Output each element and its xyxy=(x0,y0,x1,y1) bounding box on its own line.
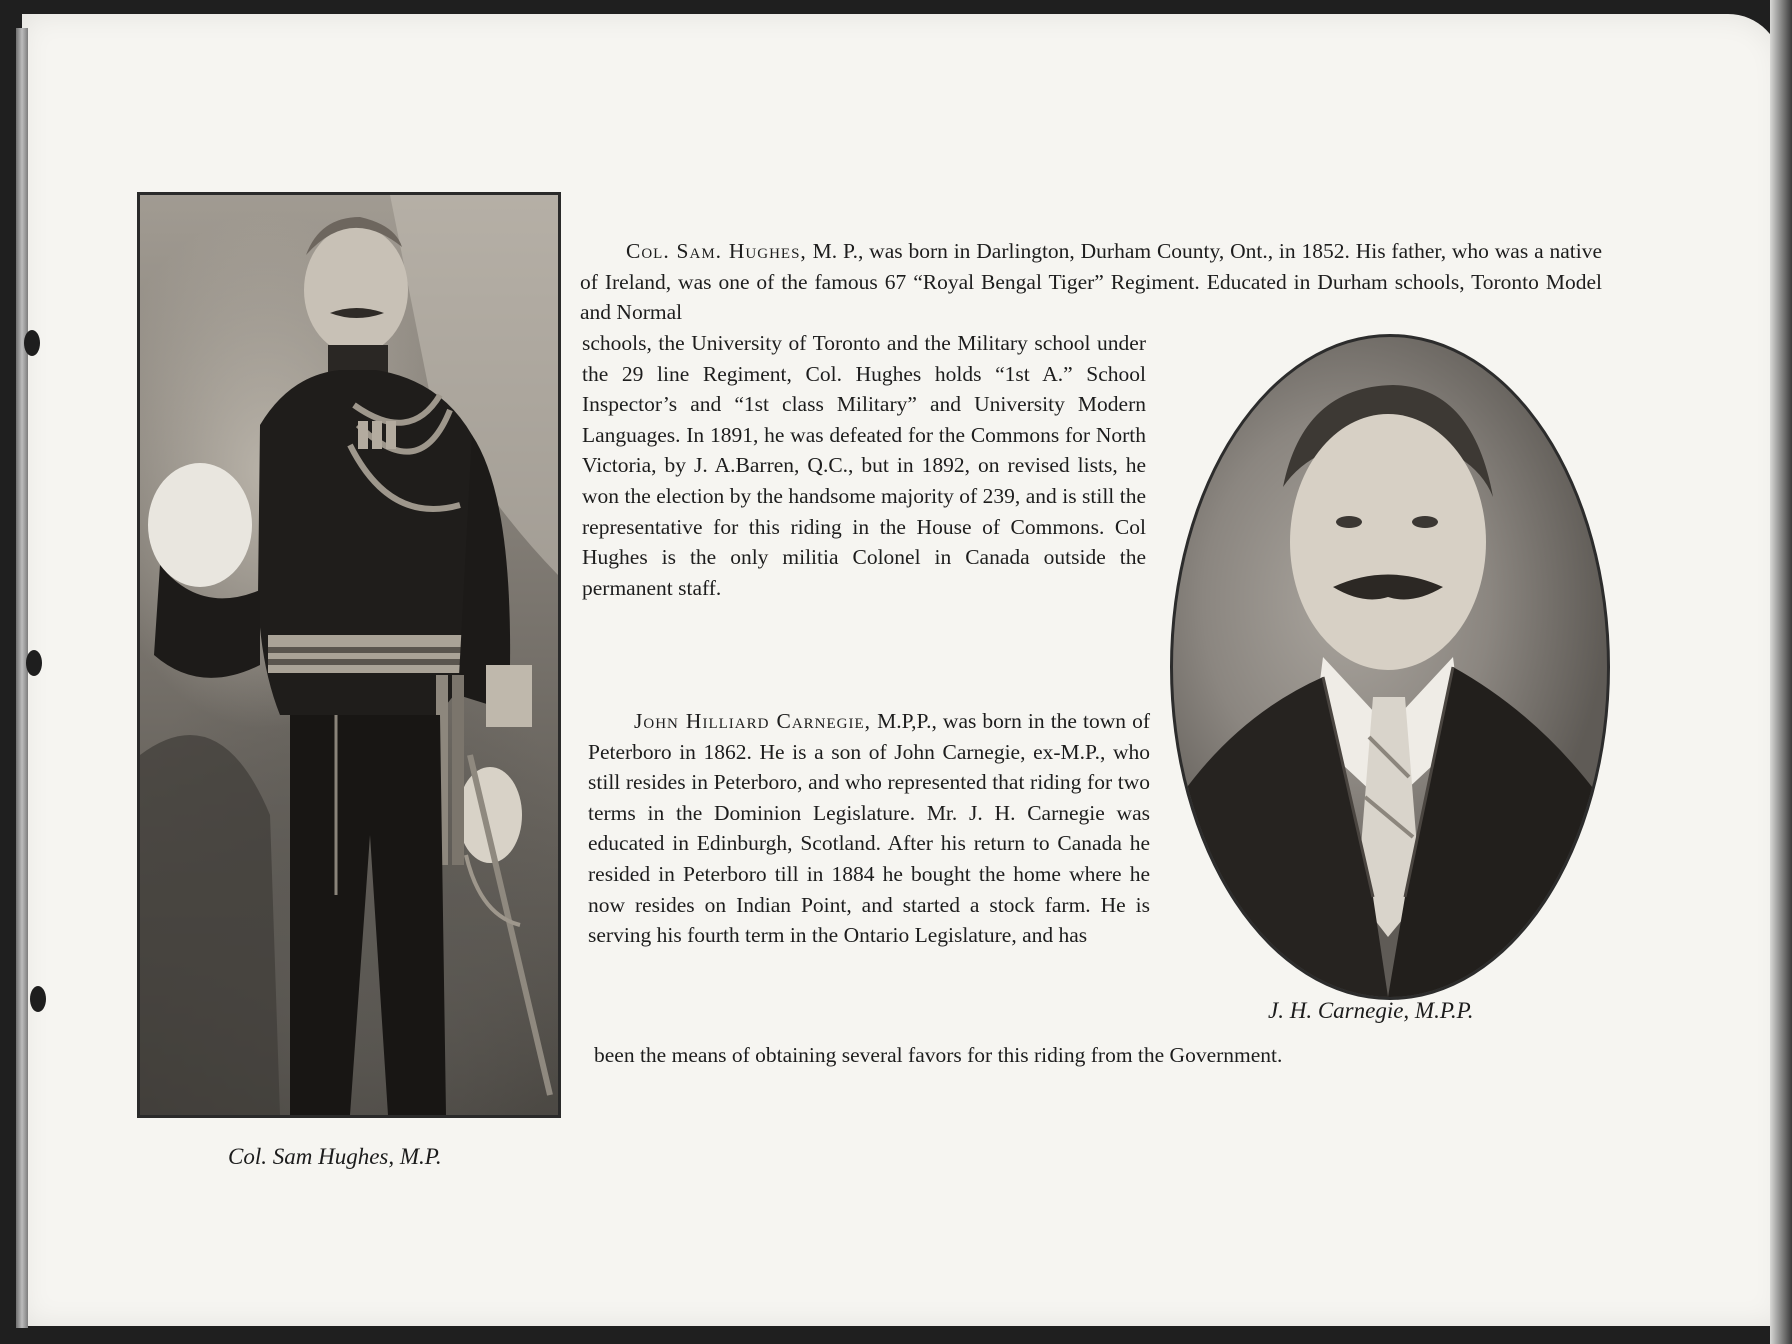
caption-sam-hughes: Col. Sam Hughes, M.P. xyxy=(228,1144,442,1169)
portrait-figure-illustration xyxy=(140,195,558,1115)
article-hughes-intro xyxy=(580,236,1602,328)
binding-stitch xyxy=(24,330,40,356)
article-hughes-body: schools, the University of Toronto and the Military school under the 29 line Regiment, Col. Hughes holds “1st A.” School Inspector’s and “1st class Military” and University Modern Languages. In 1891, he was defeated for the Commons for North Victoria, by J. A.Barren, Q.C., but in 1892, on revised lists, he won the election by the handsome majority of 239, and is still the representative for this riding in the House of Commons. Col Hughes is the only militia Colonel in Canada outside the permanent staff. xyxy=(582,331,1146,600)
article-carnegie-tail: been the means of obtaining several favors for this riding from the Government. xyxy=(594,1043,1283,1067)
photo-sam-hughes xyxy=(137,192,561,1118)
caption-jh-carnegie: J. H. Carnegie, M.P.P. xyxy=(1268,998,1474,1023)
book-page xyxy=(22,14,1782,1326)
binding-stitch xyxy=(26,650,42,676)
binding-spine xyxy=(16,28,28,1328)
article-carnegie-body xyxy=(588,706,1150,951)
name-sam-hughes: Col. Sam. Hughes, xyxy=(626,239,807,263)
page-edge-shadow xyxy=(1770,0,1792,1344)
carnegie-body-text: M.P,P., was born in the town of Peterboro in 1862. He is a son of John Carnegie, ex-M.P., who still resides in Peterboro, and who represented that riding for two terms in the Dominion Legislature. Mr. J. H. Carnegie was educated in Edinburgh, Scotland. After his return to Canada he resided in Peterboro till in 1884 he bought the home where he now resides on Indian Point, and started a stock farm. He is serving his fourth term in the Ontario Legislature, and has xyxy=(588,709,1150,948)
name-jh-carnegie: John Hilliard Carnegie, xyxy=(634,709,872,733)
oval-portrait-illustration xyxy=(1173,337,1607,997)
binding-stitch xyxy=(30,986,46,1012)
photo-jh-carnegie xyxy=(1170,334,1610,1000)
hughes-intro-text: M. P., was born in Darlington, Durham County, Ont., in 1852. His father, who was a native of Ireland, was one of the famous 67 “Royal Bengal Tiger” Regiment. Educated in Durham schools, Toronto Model and Normal xyxy=(580,239,1602,325)
